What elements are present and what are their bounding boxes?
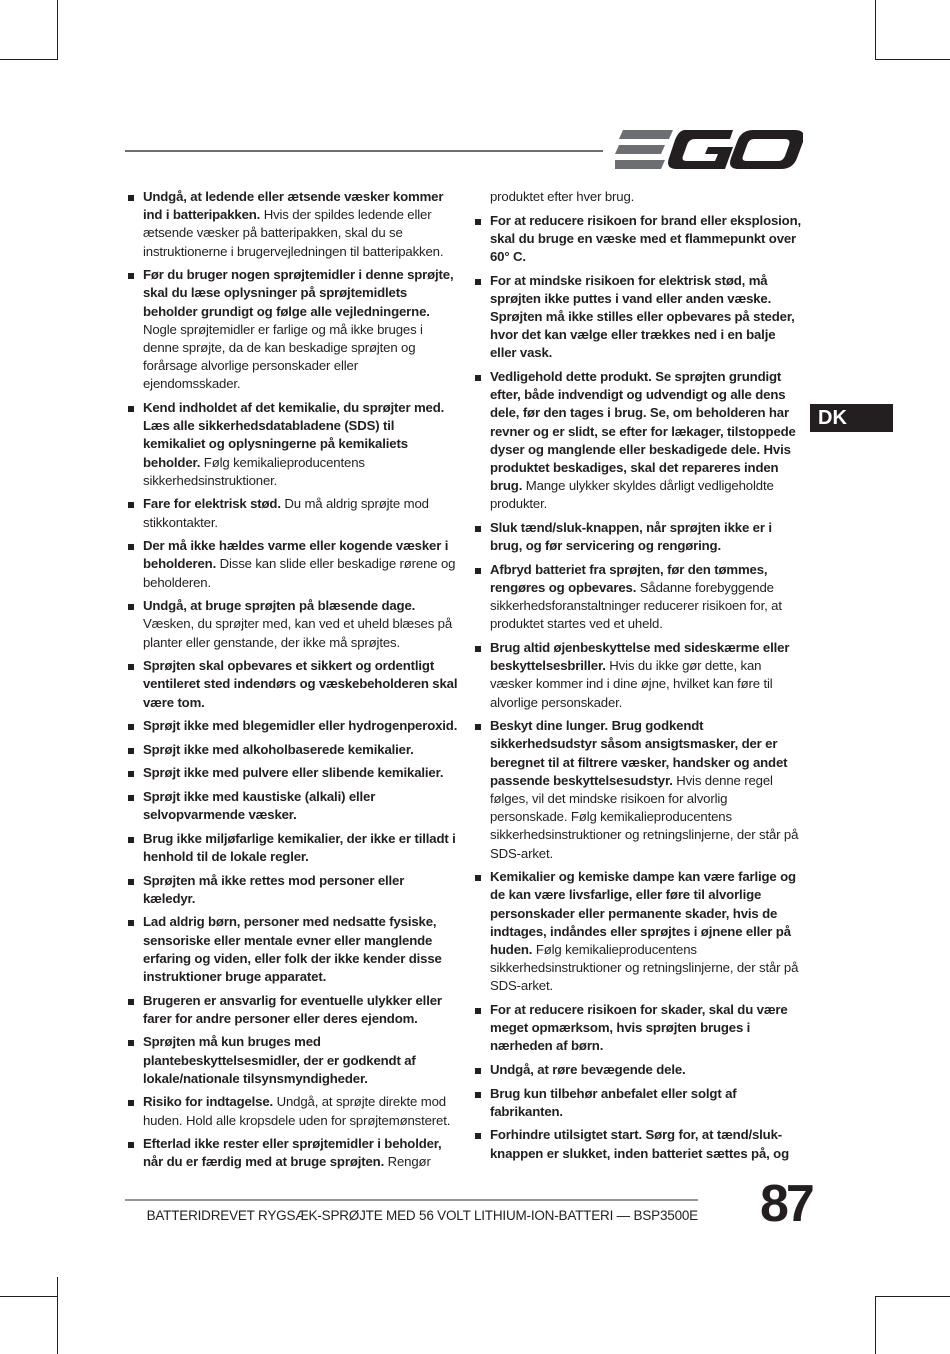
list-item-bold-text: Sprøjten må ikke rettes mod personer eller kæledyr. bbox=[143, 872, 405, 906]
crop-mark bbox=[875, 0, 876, 60]
footer-title: BATTERIDREVET RYGSÆK-SPRØJTE MED 56 VOLT LITHIUM-ION-BATTERI — BSP3500E bbox=[146, 1208, 698, 1223]
list-item-bold-text: Kemikalier og kemiske dampe kan være farlige og de kan være livsfarlige, eller føre til alvorlige personskader eller permanente skader, hvis de indtages, indåndes eller sprøjtes i øjnene eller på huden. bbox=[490, 869, 796, 958]
list-item bbox=[475, 717, 805, 863]
list-item bbox=[128, 872, 458, 908]
list-item bbox=[128, 717, 458, 735]
list-item bbox=[128, 266, 458, 393]
crop-mark bbox=[57, 0, 58, 60]
list-item-bold-text: Efterlad ikke rester eller sprøjtemidler i beholder, når du er færdig med at bruge sprøjten. bbox=[143, 1136, 442, 1170]
list-item-text: Nogle sprøjtemidler er farlige og må ikke bruges i denne sprøjte, da de kan beskadige sprøjten og forårsage alvorlige personskader eller ejendomsskader. bbox=[143, 321, 423, 392]
list-item bbox=[475, 1001, 805, 1056]
list-item-bold-text: Lad aldrig børn, personer med nedsatte fysiske, sensoriske eller mentale evner eller manglende erfaring og viden, eller folk der ikke kender disse instruktioner bruge apparatet. bbox=[143, 914, 442, 984]
list-item-text: Følg kemikalieproducentens sikkerhedsinstruktioner og retningslinjerne, der står på SDS-arket. bbox=[490, 942, 799, 994]
bullet-square-icon bbox=[475, 875, 481, 881]
crop-mark bbox=[0, 1296, 58, 1297]
list-item bbox=[475, 868, 805, 995]
page-number: 87 bbox=[760, 1175, 812, 1233]
list-item bbox=[128, 399, 458, 490]
list-item bbox=[475, 519, 805, 555]
bullet-square-icon bbox=[128, 748, 134, 754]
list-item bbox=[128, 657, 458, 712]
right-column bbox=[475, 188, 805, 1168]
list-item bbox=[475, 272, 805, 363]
bullet-square-icon bbox=[128, 195, 134, 201]
list-item-bold-text: Sprøjt ikke med blegemidler eller hydrogenperoxid. bbox=[143, 718, 458, 734]
bullet-square-icon bbox=[128, 1040, 134, 1046]
header-rule bbox=[125, 150, 603, 152]
bullet-square-icon bbox=[475, 526, 481, 532]
bullet-square-icon bbox=[475, 375, 481, 381]
list-item-bold-text: Brugeren er ansvarlig for eventuelle ulykker eller farer for andre personer eller deres ejendom. bbox=[143, 992, 442, 1026]
list-item bbox=[475, 561, 805, 634]
list-item bbox=[475, 639, 805, 712]
list-item-text: Hvis denne regel følges, vil det mindske risikoen for alvorlig personskade. Følg kemikalieproducentens sikkerhedsinstruktioner og retningslinjerne, der står på SDS-arket. bbox=[490, 772, 799, 861]
list-item-text: Disse kan slide eller beskadige rørene og beholderen. bbox=[143, 556, 456, 590]
list-item-bold-text: Undgå, at ledende eller ætsende væsker kommer ind i batteripakken. bbox=[143, 189, 444, 223]
bullet-square-icon bbox=[128, 999, 134, 1005]
bullet-square-icon bbox=[128, 664, 134, 670]
list-item bbox=[475, 368, 805, 514]
bullet-square-icon bbox=[475, 724, 481, 730]
bullet-square-icon bbox=[128, 1100, 134, 1106]
list-item-text: Hvis der spildes ledende eller ætsende væsker på batteripakken, skal du se instruktionerne i brugervejledningen til batteripakken. bbox=[143, 207, 444, 259]
bullet-square-icon bbox=[475, 1092, 481, 1098]
list-item-bold-text: For at mindske risikoen for elektrisk stød, må sprøjten ikke puttes i vand eller anden væske. Sprøjten må ikke stilles eller opbevares på steder, hvor det kan vælge eller trækkes ned i en balje eller vask. bbox=[490, 272, 795, 361]
bullet-square-icon bbox=[128, 544, 134, 550]
list-item bbox=[128, 830, 458, 866]
bullet-square-icon bbox=[128, 920, 134, 926]
left-column bbox=[128, 188, 458, 1177]
bullet-square-icon bbox=[475, 646, 481, 652]
list-item-text: Væsken, du sprøjter med, kan ved et uheld blæses på planter eller genstande, der ikke må sprøjtes. bbox=[143, 616, 453, 650]
list-item bbox=[128, 188, 458, 261]
list-item bbox=[128, 537, 458, 592]
list-item-text: Undgå, at sprøjte direkte mod huden. Hold alle kropsdele uden for sprøjtemønsteret. bbox=[143, 1094, 451, 1128]
list-item bbox=[128, 1033, 458, 1088]
crop-mark bbox=[875, 59, 950, 60]
list-item-text: Rengør bbox=[384, 1154, 431, 1170]
language-tab: DK bbox=[810, 404, 893, 432]
list-item bbox=[475, 1085, 805, 1121]
list-item-bold-text: Fare for elektrisk stød. bbox=[143, 496, 281, 512]
list-item bbox=[128, 495, 458, 531]
list-item bbox=[128, 1093, 458, 1129]
ego-logo bbox=[615, 128, 803, 172]
bullet-square-icon bbox=[128, 879, 134, 885]
list-item-bold-text: Sprøjt ikke med alkoholbaserede kemikalier. bbox=[143, 741, 414, 757]
list-item-bold-text: Beskyt dine lunger. Brug godkendt sikkerhedsudstyr såsom ansigtsmasker, der er beregnet til at filtrere væsker, handsker og andet passende beskyttelsesudstyr. bbox=[490, 718, 788, 788]
crop-mark bbox=[0, 59, 58, 60]
list-item-bold-text: Kend indholdet af det kemikalie, du sprøjter med. Læs alle sikkerhedsdatabladene (SDS) til kemikaliet og oplysningerne på kemikaliets beholder. bbox=[143, 400, 445, 470]
crop-mark bbox=[57, 1277, 58, 1354]
list-item-bold-text: Før du bruger nogen sprøjtemidler i denne sprøjte, skal du læse oplysninger på sprøjtemidlets beholder grundigt og følge alle vejledningerne. bbox=[143, 267, 454, 319]
list-item-bold-text: Forhindre utilsigtet start. Sørg for, at tænd/sluk-knappen er slukket, inden batteriet sættes på, og bbox=[490, 1127, 789, 1161]
list-item-bold-text: Risiko for indtagelse. bbox=[143, 1094, 274, 1110]
bullet-square-icon bbox=[128, 771, 134, 777]
bullet-square-icon bbox=[128, 502, 134, 508]
bullet-square-icon bbox=[475, 1133, 481, 1139]
list-item bbox=[475, 212, 805, 267]
list-item-bold-text: For at reducere risikoen for skader, skal du være meget opmærksom, hvis sprøjten bruges i nærheden af børn. bbox=[490, 1002, 788, 1054]
bullet-square-icon bbox=[128, 273, 134, 279]
bullet-square-icon bbox=[128, 604, 134, 610]
list-item bbox=[128, 597, 458, 652]
list-item bbox=[128, 913, 458, 986]
list-item-bold-text: Vedligehold dette produkt. Se sprøjten grundigt efter, både indvendigt og udvendigt og alle dens dele, før den tages i brug. Se, om beholderen har revner og er slidt, se efter for lækager, tilstoppede dyser og manglende eller beskadigede dele. Hvis produktet beskadiges, skal det repareres inden brug. bbox=[490, 369, 796, 494]
left-bullet-list bbox=[128, 188, 458, 1172]
bullet-square-icon bbox=[475, 279, 481, 285]
list-item bbox=[128, 992, 458, 1028]
right-bullet-list bbox=[475, 212, 805, 1163]
list-item-text: Følg kemikalieproducentens sikkerhedsinstruktioner. bbox=[143, 454, 365, 488]
bullet-square-icon bbox=[475, 1008, 481, 1014]
list-item-text: Hvis du ikke gør dette, kan væsker kommer ind i dine øjne, hvilket kan føre til alvorlige personskader. bbox=[490, 658, 773, 710]
list-item-text: Du må aldrig sprøjte mod stikkontakter. bbox=[143, 496, 429, 530]
bullet-square-icon bbox=[128, 795, 134, 801]
list-item-bold-text: Sprøjten skal opbevares et sikkert og ordentligt ventileret sted indendørs og væskebeholderen skal være tom. bbox=[143, 658, 458, 710]
bullet-square-icon bbox=[128, 1142, 134, 1148]
list-item bbox=[475, 1061, 805, 1079]
list-item-bold-text: Afbryd batteriet fra sprøjten, før den tømmes, rengøres og opbevares. bbox=[490, 561, 768, 596]
list-item-bold-text: Undgå, at røre bevægende dele. bbox=[490, 1062, 686, 1078]
bullet-square-icon bbox=[128, 837, 134, 843]
list-item-bold-text: Sprøjt ikke med pulvere eller slibende kemikalier. bbox=[143, 765, 444, 781]
list-item-bold-text: Brug kun tilbehør anbefalet eller solgt af fabrikanten. bbox=[490, 1085, 737, 1119]
list-item-text: Mange ulykker skyldes dårligt vedligeholdte produkter. bbox=[490, 478, 774, 512]
bullet-square-icon bbox=[128, 724, 134, 730]
list-item-bold-text: Undgå, at bruge sprøjten på blæsende dage. bbox=[143, 598, 416, 614]
list-item bbox=[128, 1135, 458, 1171]
bullet-square-icon bbox=[475, 219, 481, 225]
crop-mark bbox=[875, 1296, 950, 1297]
bullet-square-icon bbox=[475, 568, 481, 574]
list-item-bold-text: Sprøjt ikke med kaustiske (alkali) eller selvopvarmende væsker. bbox=[143, 789, 376, 823]
list-item-bold-text: Der må ikke hældes varme eller kogende væsker i beholderen. bbox=[143, 538, 449, 572]
list-item-bold-text: Sprøjten må kun bruges med plantebeskyttelsesmidler, der er godkendt af lokale/nationale tilsynsmyndigheder. bbox=[143, 1034, 416, 1086]
list-item bbox=[475, 1126, 805, 1162]
list-item-bold-text: For at reducere risikoen for brand eller eksplosion, skal du bruge en væske med et flammepunkt over 60° C. bbox=[490, 212, 801, 264]
bullet-square-icon bbox=[128, 406, 134, 412]
list-item bbox=[128, 764, 458, 782]
footer-rule bbox=[125, 1199, 698, 1201]
continued-text: produktet efter hver brug. bbox=[490, 189, 635, 204]
list-item-text: Sådanne forebyggende sikkerhedsforanstaltninger reducerer risikoen for, at produktet startes ved et uheld. bbox=[490, 580, 782, 632]
bullet-square-icon bbox=[475, 1068, 481, 1074]
list-item-bold-text: Brug altid øjenbeskyttelse med sideskærme eller beskyttelsesbriller. bbox=[490, 640, 790, 674]
list-item bbox=[128, 788, 458, 824]
list-item bbox=[128, 741, 458, 759]
list-item-bold-text: Brug ikke miljøfarlige kemikalier, der ikke er tilladt i henhold til de lokale regler. bbox=[143, 830, 456, 864]
crop-mark bbox=[875, 1296, 876, 1354]
list-item-bold-text: Sluk tænd/sluk-knappen, når sprøjten ikke er i brug, og før servicering og rengøring. bbox=[490, 520, 772, 554]
